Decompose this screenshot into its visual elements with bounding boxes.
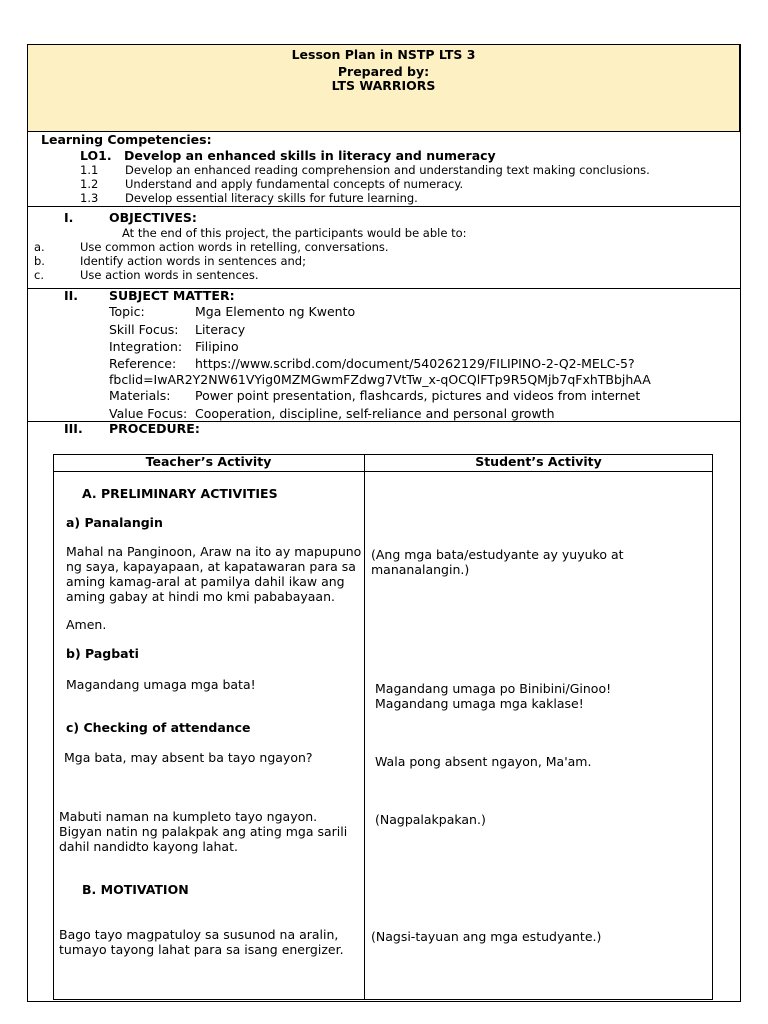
competency-number: 1.2 <box>80 177 99 191</box>
objective-letter: c. <box>34 268 44 282</box>
value-focus-value: Cooperation, discipline, self-reliance and personal growth <box>195 406 555 421</box>
reference-link[interactable]: https://www.scribd.com/document/540262129/FILIPINO-2-Q2-MELC-5? <box>195 356 635 371</box>
attendance-heading: c) Checking of attendance <box>66 720 251 735</box>
motivation-student: (Nagsi-tayuan ang mga estudyante.) <box>371 929 602 944</box>
skill-value: Literacy <box>195 322 246 337</box>
objectives-numeral: I. <box>64 210 74 225</box>
procedure-column-divider <box>364 454 365 1000</box>
subject-numeral: II. <box>64 288 79 303</box>
teacher-column-header: Teacher’s Activity <box>145 454 272 469</box>
competency-number: 1.1 <box>80 163 99 177</box>
competency-text: Develop essential literacy skills for future learning. <box>125 191 418 205</box>
materials-label: Materials: <box>109 388 171 403</box>
panalangin-text: Mahal na Panginoon, Araw na ito ay mapupuno ng saya, kapayapaan, at kapatawaran para sa aming kamag-aral at pamilya dahil ikaw ang aming gabay at hindi mo kmi pababayaan. <box>66 544 362 604</box>
integration-label: Integration: <box>109 339 183 354</box>
topic-value: Mga Elemento ng Kwento <box>195 304 356 319</box>
materials-value: Power point presentation, flashcards, pictures and videos from internet <box>195 388 641 403</box>
pagbati-heading: b) Pagbati <box>66 646 139 661</box>
section-motivation: B. MOTIVATION <box>82 882 189 897</box>
objectives-intro: At the end of this project, the participants would be able to: <box>122 226 467 240</box>
pagbati-text: Magandang umaga mga bata! <box>66 677 256 692</box>
objective-letter: a. <box>34 240 45 254</box>
panalangin-student: (Ang mga bata/estudyante ay yuyuko at mananalangin.) <box>371 547 624 577</box>
competencies-heading: Learning Competencies: <box>41 132 212 147</box>
objective-text: Use common action words in retelling, conversations. <box>80 240 389 254</box>
prepared-by-label: Prepared by: <box>337 64 430 79</box>
objective-text: Identify action words in sentences and; <box>80 254 306 268</box>
integration-value: Filipino <box>195 339 239 354</box>
objective-text: Use action words in sentences. <box>80 268 259 282</box>
reference-link-continued[interactable]: fbclid=IwAR2Y2NW61VYig0MZMGwmFZdwg7VtTw_x-qOCQlFTp9R5QMjb7qFxhTBbjhAA <box>109 372 651 387</box>
lo-text: Develop an enhanced skills in literacy and numeracy <box>124 148 496 163</box>
panalangin-heading: a) Panalangin <box>66 515 163 530</box>
complete-text: Mabuti naman na kumpleto tayo ngayon. Bigyan natin ng palakpak ang ating mga sarili dahil nandidto kayong lahat. <box>59 809 348 854</box>
pagbati-student: Magandang umaga po Binibini/Ginoo! Magandang umaga mga kaklase! <box>375 681 612 711</box>
lesson-title: Lesson Plan in NSTP LTS 3 <box>291 47 476 62</box>
section-preliminary: A. PRELIMINARY ACTIVITIES <box>82 486 278 501</box>
topic-label: Topic: <box>109 304 145 319</box>
objective-letter: b. <box>34 254 45 268</box>
lo-number: LO1. <box>80 148 112 163</box>
competency-number: 1.3 <box>80 191 99 205</box>
skill-label: Skill Focus: <box>109 322 179 337</box>
procedure-heading: PROCEDURE: <box>109 421 200 436</box>
motivation-text: Bago tayo magpatuloy sa susunod na aralin, tumayo tayong lahat para sa isang energizer. <box>59 927 344 957</box>
objectives-heading: OBJECTIVES: <box>109 210 197 225</box>
reference-label: Reference: <box>109 356 177 371</box>
competency-text: Develop an enhanced reading comprehension and understanding text making conclusions. <box>125 163 650 177</box>
competency-text: Understand and apply fundamental concepts of numeracy. <box>125 177 464 191</box>
procedure-numeral: III. <box>64 421 83 436</box>
divider-objectives <box>27 206 740 207</box>
student-column-header: Student’s Activity <box>475 454 602 469</box>
value-focus-label: Value Focus: <box>109 406 188 421</box>
attendance-student: Wala pong absent ngayon, Ma'am. <box>375 754 592 769</box>
author-name: LTS WARRIORS <box>331 78 436 93</box>
complete-student: (Nagpalakpakan.) <box>375 812 486 827</box>
subject-heading: SUBJECT MATTER: <box>109 288 235 303</box>
attendance-text: Mga bata, may absent ba tayo ngayon? <box>64 750 313 765</box>
amen-text: Amen. <box>66 617 107 632</box>
